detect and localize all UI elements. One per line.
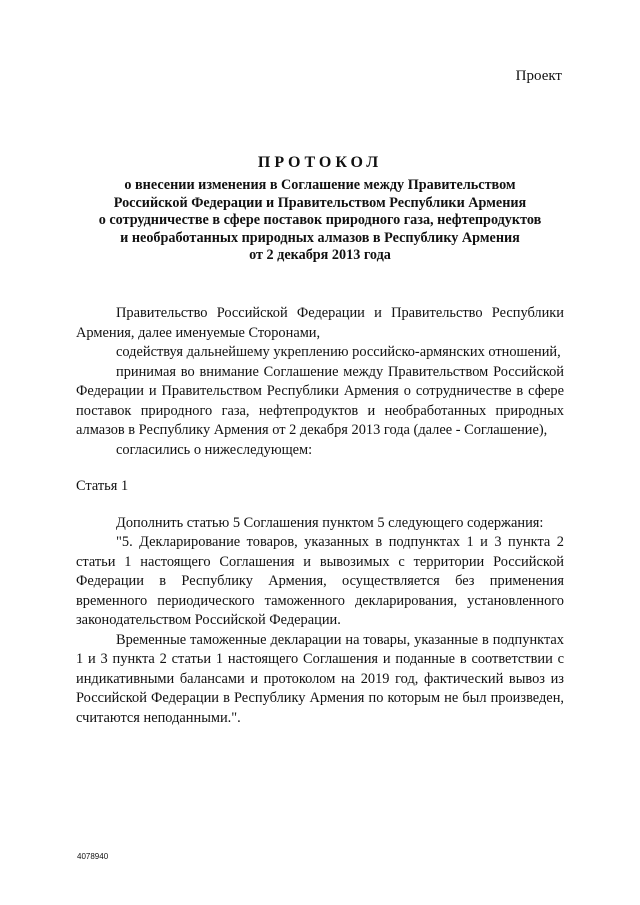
- subtitle-line: от 2 декабря 2013 года: [249, 247, 391, 263]
- document-body: [76, 304, 564, 728]
- article-paragraph-amend: Дополнить статью 5 Соглашения пунктом 5 следующего содержания:: [116, 514, 544, 531]
- document-title: ПРОТОКОЛ: [257, 154, 383, 171]
- article-paragraph-point-5: "5. Декларирование товаров, указанных в подпунктах 1 и 3 пункта 2 статьи 1 настоящего Соглашения и вывозимых с территории Российской Федерации в Республику Армения, осуществляется без применения временного периодического таможенного декларирования, установленного законодательством Российской Федерации.: [76, 534, 564, 628]
- draft-label: Проект: [515, 68, 562, 84]
- preamble-paragraph-agreement: принимая во внимание Соглашение между Правительством Российской Федерации и Правительством Республики Армения о сотрудничестве в сфере поставок природного газа, нефтепродуктов и необработанных природных алмазов в Республику Армения от 2 декабря 2013 года (далее - Соглашение),: [76, 363, 564, 438]
- subtitle-line: и необработанных природных алмазов в Республику Армения: [120, 229, 520, 246]
- subtitle-line: Российской Федерации и Правительством Республики Армения: [113, 194, 527, 211]
- preamble-paragraph-agreed: согласились о нижеследующем:: [116, 441, 313, 458]
- preamble-paragraph-relations: содействуя дальнейшему укреплению российско-армянских отношений,: [116, 344, 561, 360]
- preamble-paragraph-parties: Правительство Российской Федерации и Правительство Республики Армения, далее именуемые Сторонами,: [76, 305, 564, 341]
- article-paragraph-temporary-declarations: Временные таможенные декларации на товары, указанные в подпунктах 1 и 3 пункта 2 статьи 1 настоящего Соглашения и поданные в соответствии с индикативными балансами и протоколом на 2019 год, фактический вывоз из Российской Федерации в Республику Армения по которым не был произведен, считаются неподанными.".: [76, 631, 564, 726]
- subtitle-line: о внесении изменения в Соглашение между Правительством: [124, 177, 516, 193]
- document-number: 4078940: [77, 852, 109, 861]
- subtitle-line: о сотрудничестве в сфере поставок природного газа, нефтепродуктов: [98, 212, 542, 228]
- document-subtitle: [60, 177, 580, 265]
- article-heading: Статья 1: [76, 478, 129, 494]
